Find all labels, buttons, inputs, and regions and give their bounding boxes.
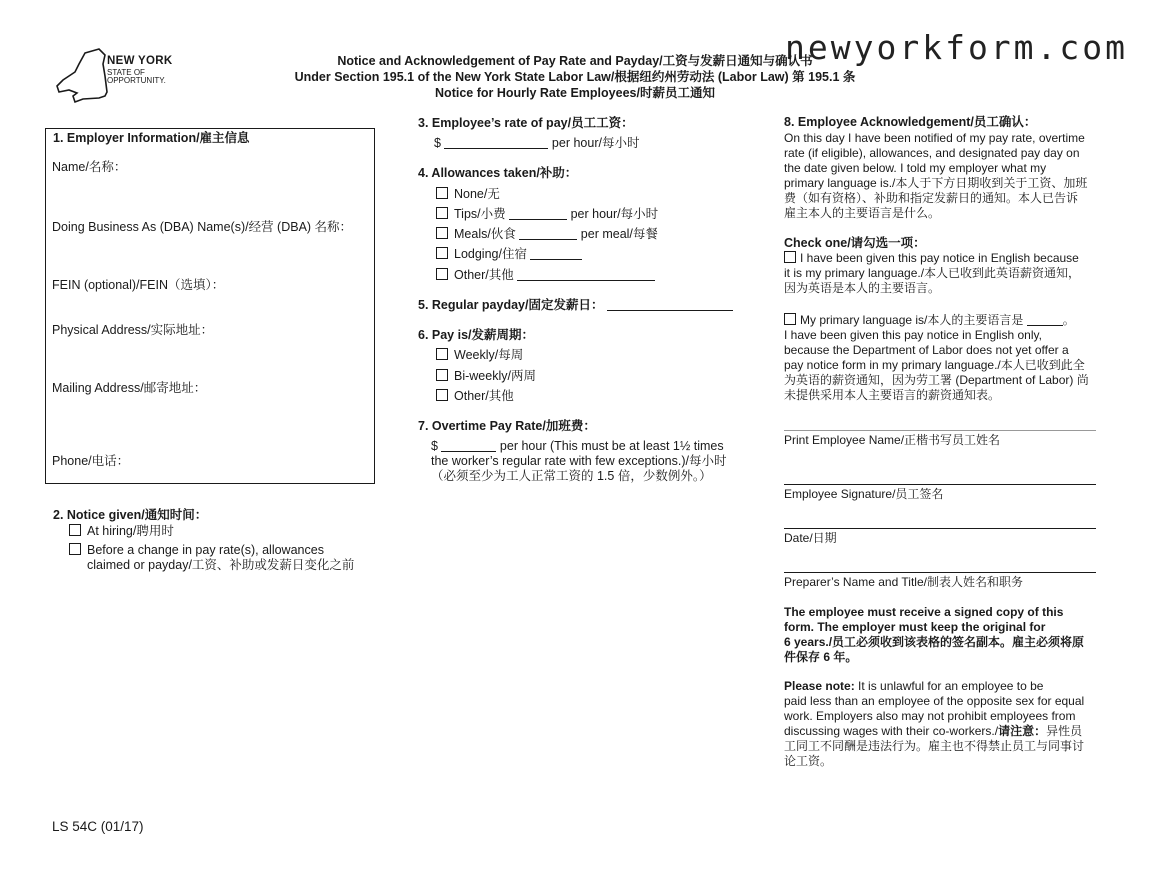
language-blank[interactable] <box>1027 325 1063 326</box>
option-label: None/无 <box>454 187 500 201</box>
date-label: Date/日期 <box>784 531 837 545</box>
checkbox[interactable] <box>436 207 448 219</box>
section2-title: 2. Notice given/通知时间： <box>53 508 208 522</box>
checkbox[interactable] <box>69 543 81 555</box>
mailing-address-field[interactable]: Mailing Address/邮寄地址： <box>52 381 207 395</box>
pay-rate-field[interactable] <box>434 136 639 151</box>
option-label: At hiring/聘用时 <box>87 524 174 538</box>
physical-address-field[interactable]: Physical Address/实际地址： <box>52 323 214 337</box>
option-label: Other/其他 <box>454 268 514 282</box>
checkbox[interactable] <box>784 313 796 325</box>
acknowledgement-paragraph <box>784 131 1104 221</box>
text-line: I have been given this pay notice in English only, <box>784 328 1042 342</box>
logo-line1: NEW YORK <box>107 55 173 67</box>
copy-requirement-notice <box>784 605 1104 665</box>
ny-state-logo <box>55 46 180 104</box>
allowance-meals[interactable] <box>436 227 658 242</box>
checkbox[interactable] <box>436 227 448 239</box>
payday-blank[interactable] <box>607 310 733 311</box>
title-line2: Under Section 195.1 of the New York State Labor Law/根据纽约州劳动法 (Labor Law) 第 195.1 条 <box>294 70 856 84</box>
tips-blank[interactable] <box>509 219 567 220</box>
signature-line-sign[interactable] <box>784 484 1096 485</box>
language-option-other[interactable] <box>784 313 1104 403</box>
overtime-text: per hour (This must be at least 1½ times <box>499 439 724 453</box>
meals-per-label: per meal/每餐 <box>580 227 658 241</box>
logo-line2: STATE OF <box>107 68 145 77</box>
text-line: discussing wages with their co-workers./ <box>784 724 999 738</box>
option-label: Before a change in pay rate(s), allowances <box>87 543 324 557</box>
title-line3: Notice for Hourly Rate Employees/时薪员工通知 <box>435 86 715 100</box>
overtime-text-line2: the worker’s regular rate with few exceptions.)/每小时 <box>431 454 727 468</box>
pay-rate-blank[interactable] <box>444 148 548 149</box>
check-one-title: Check one/请勾选一项： <box>784 236 926 250</box>
text-line: because the Department of Labor does not yet offer a <box>784 343 1069 357</box>
allowance-tips[interactable] <box>436 207 658 222</box>
checkbox[interactable] <box>436 369 448 381</box>
signature-line-date[interactable] <box>784 528 1096 529</box>
text-line: 件保存 6 年。 <box>784 650 858 664</box>
overtime-rate-field[interactable] <box>431 439 724 454</box>
text-line: rate (if eligible), allowances, and designated pay day on <box>784 146 1080 160</box>
option-label: Tips/小费 <box>454 207 506 221</box>
watermark: newyorkform.com <box>785 28 1129 67</box>
checkbox[interactable] <box>436 348 448 360</box>
text-line: 异性员 <box>1046 724 1083 738</box>
equal-pay-notice <box>784 679 1104 769</box>
dollar-sign: $ <box>431 439 438 453</box>
text-line: paid less than an employee of the opposite sex for equal <box>784 694 1085 708</box>
print-name-label: Print Employee Name/正楷书写员工姓名 <box>784 433 1001 447</box>
checkbox[interactable] <box>436 247 448 259</box>
logo-line3: OPPORTUNITY. <box>107 76 166 85</box>
text-line: pay notice form in my primary language./本人已收到此全 <box>784 358 1085 372</box>
pay-weekly-option[interactable] <box>436 348 523 363</box>
text-line: On this day I have been notified of my pay rate, overtime <box>784 131 1085 145</box>
checkbox[interactable] <box>436 268 448 280</box>
section3-title: 3. Employee’s rate of pay/员工工资： <box>418 116 634 130</box>
allowance-lodging[interactable] <box>436 247 582 262</box>
option-label: Lodging/住宿 <box>454 247 527 261</box>
text-line: 未提供采用本人主要语言的薪资通知表。 <box>784 388 1001 402</box>
text-line: it is my primary language./本人已收到此英语薪资通知， <box>784 266 1081 280</box>
language-option-english[interactable] <box>784 251 1104 296</box>
pay-biweekly-option[interactable] <box>436 369 536 384</box>
checkbox[interactable] <box>69 524 81 536</box>
section5-title: 5. Regular payday/固定发薪日： <box>418 298 604 312</box>
employer-info-box <box>45 128 375 484</box>
section7-title: 7. Overtime Pay Rate/加班费： <box>418 419 596 433</box>
note-label: Please note: <box>784 679 855 693</box>
text-line: My primary language is/本人的主要语言是 <box>800 313 1024 327</box>
signature-line-name[interactable] <box>784 430 1096 431</box>
checkbox[interactable] <box>784 251 796 263</box>
checkbox[interactable] <box>436 187 448 199</box>
text-line: 雇主本人的主要语言是什么。 <box>784 206 941 220</box>
notice-before-change-option[interactable] <box>69 543 324 558</box>
option-label: Bi-weekly/两周 <box>454 369 536 383</box>
text-line: 6 years./员工必须收到该表格的签名副本。雇主必须将原 <box>784 635 1085 649</box>
overtime-blank[interactable] <box>441 451 496 452</box>
per-hour-label: per hour/每小时 <box>551 136 640 150</box>
employee-signature-label: Employee Signature/员工签名 <box>784 487 944 501</box>
allowance-other[interactable] <box>436 268 655 283</box>
fein-field[interactable]: FEIN (optional)/FEIN（选填）： <box>52 278 225 292</box>
dba-name-field[interactable]: Doing Business As (DBA) Name(s)/经营 (DBA) 名称： <box>52 220 353 234</box>
text-line: work. Employers also may not prohibit employees from <box>784 709 1076 723</box>
text-line: 工同工不同酬是违法行为。雇主也不得禁止员工与同事讨 <box>784 739 1085 753</box>
text-line: The employee must receive a signed copy of this <box>784 605 1064 619</box>
text-line: 请注意： <box>998 724 1047 738</box>
section1-title: 1. Employer Information/雇主信息 <box>53 131 250 145</box>
allowance-none[interactable] <box>436 187 500 202</box>
dollar-sign: $ <box>434 136 441 150</box>
lodging-blank[interactable] <box>530 259 582 260</box>
text-line: I have been given this pay notice in English because <box>800 251 1079 265</box>
tips-per-label: per hour/每小时 <box>570 207 659 221</box>
text-line: 论工资。 <box>784 754 833 768</box>
form-code: LS 54C (01/17) <box>52 819 144 834</box>
notice-at-hiring-option[interactable] <box>69 524 174 539</box>
section4-title: 4. Allowances taken/补助： <box>418 166 578 180</box>
employer-name-field[interactable]: Name/名称： <box>52 160 127 174</box>
meals-blank[interactable] <box>519 239 577 240</box>
text-line: form. The employer must keep the original for <box>784 620 1046 634</box>
form-title <box>250 53 900 101</box>
option-label: Other/其他 <box>454 389 514 403</box>
text-line: primary language is./本人于下方日期收到关于工资、加班 <box>784 176 1088 190</box>
signature-line-preparer[interactable] <box>784 572 1096 573</box>
overtime-text-line3: （必须至少为工人正常工资的 1.5 倍，少数例外。） <box>431 469 712 483</box>
phone-field[interactable]: Phone/电话： <box>52 454 130 468</box>
option-label: Weekly/每周 <box>454 348 524 362</box>
other-blank[interactable] <box>517 280 655 281</box>
section8-title: 8. Employee Acknowledgement/员工确认： <box>784 115 1037 129</box>
regular-payday-field[interactable] <box>418 298 733 313</box>
title-line1: Notice and Acknowledgement of Pay Rate and Payday/工资与发薪日通知与确认书 <box>337 54 813 68</box>
text-line: the date given below. I told my employer what my <box>784 161 1047 175</box>
option-label: Meals/伙食 <box>454 227 516 241</box>
text-line: It is unlawful for an employee to be <box>854 679 1044 693</box>
section6-title: 6. Pay is/发薪周期： <box>418 328 535 342</box>
text-line: 因为英语是本人的主要语言。 <box>784 281 941 295</box>
checkbox[interactable] <box>436 389 448 401</box>
pay-other-option[interactable] <box>436 389 514 404</box>
text-line: 费（如有资格）、补助和指定发薪日的通知。本人已告诉 <box>784 191 1079 205</box>
option-label-cont: claimed or payday/工资、补助或发薪日变化之前 <box>87 558 355 572</box>
preparer-label: Preparer’s Name and Title/制表人姓名和职务 <box>784 575 1023 589</box>
text-line: 。 <box>1062 313 1075 327</box>
text-line: 为英语的薪资通知，因为劳工署 (Department of Labor) 尚 <box>784 373 1089 387</box>
